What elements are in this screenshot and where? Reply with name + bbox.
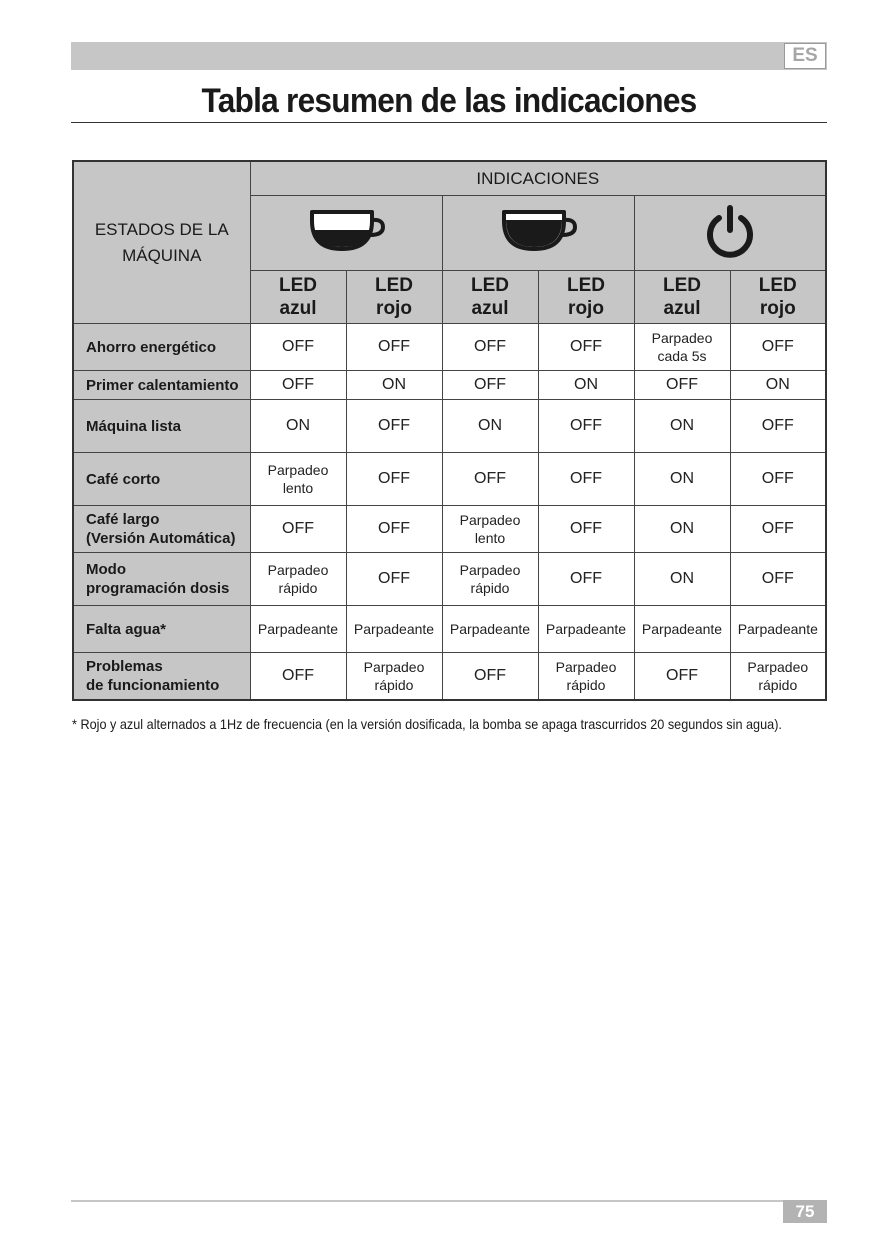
led-state-value: rápido [278,580,318,596]
led-state-value: Parpadeo [555,658,617,675]
led-state-cell [346,371,442,400]
led-state-cell [634,553,730,606]
led-state-value: OFF [474,666,506,684]
led-state-value: rápido [374,676,414,693]
led-header-label: LED [375,275,413,296]
led-state-value: OFF [570,470,602,487]
led-header-color: azul [279,298,317,319]
footnote: * Rojo y azul alternados a 1Hz de frecuencia (en la versión dosificada, la bomba se apaga trascurridos 20 segundos sin agua). [72,716,782,732]
led-state-cell [250,653,346,700]
led-state-value: Parpadeo [747,658,809,675]
led-state-value: Parpadeo [459,512,521,528]
led-state-value: Parpadeante [641,621,723,637]
machine-state-cell [73,653,250,700]
led-state-value: ON [765,376,790,393]
led-state-value: Parpadeante [545,621,627,637]
led-header-cell [250,271,346,324]
led-state-cell [538,606,634,653]
machine-state-label: Ahorro energético [86,338,217,356]
machine-state-cell [73,400,250,453]
led-state-value: OFF [282,520,314,537]
machine-state-label: (Versión Automática) [86,530,236,547]
table-row [73,553,826,606]
led-header-cell [442,271,538,324]
led-state-value: OFF [378,338,410,355]
page-number: 75 [783,1200,827,1223]
led-state-cell [250,453,346,506]
led-header-label: LED [279,275,317,296]
led-state-value: ON [286,417,310,434]
led-state-cell [634,453,730,506]
table-row [73,324,826,371]
table-row [73,400,826,453]
led-state-value: Parpadeo [267,562,329,578]
led-state-value: OFF [378,520,410,537]
led-state-value: OFF [666,376,698,393]
led-state-value: OFF [474,470,506,487]
led-header-label: LED [567,275,605,296]
table-row [73,606,826,653]
led-state-value: OFF [282,666,314,684]
machine-state-label: Modo [86,561,126,578]
led-state-value: Parpadeo [651,330,713,346]
led-state-value: OFF [761,338,794,355]
title-divider [71,122,827,123]
led-state-cell [442,506,538,553]
led-state-cell [250,553,346,606]
led-state-value: OFF [570,417,602,434]
led-state-cell [634,653,730,700]
led-state-cell [346,653,442,700]
power-icon [702,203,758,259]
machine-state-label: Café largo [86,511,160,528]
indications-summary-table [72,160,827,701]
led-state-value: Parpadeante [737,621,818,637]
led-state-value: OFF [474,338,506,355]
machine-states-label-line1: ESTADOS DE LA [94,219,229,239]
led-state-cell [442,606,538,653]
led-header-color: rojo [759,298,796,319]
indications-header: INDICACIONES [250,161,826,196]
led-header-label: LED [471,275,509,296]
led-state-value: rápido [566,676,606,693]
led-header-cell [730,271,826,324]
table-row [73,371,826,400]
table-row [73,506,826,553]
led-state-cell [250,324,346,371]
machine-state-cell [73,553,250,606]
led-header-color: azul [663,298,701,319]
table-row [73,653,826,700]
led-state-cell [634,506,730,553]
led-state-value: OFF [282,338,314,355]
machine-state-label: Máquina lista [86,417,182,435]
led-header-cell [346,271,442,324]
led-state-value: Parpadeante [353,621,435,637]
long-coffee-icon-cell [442,196,634,271]
led-state-value: OFF [474,376,506,393]
machine-state-label: de funcionamiento [86,676,220,694]
machine-state-label: Falta agua* [86,620,167,638]
machine-state-cell [73,606,250,653]
led-header-color: rojo [376,298,412,319]
led-header-cell [634,271,730,324]
machine-state-label: Problemas [86,657,163,675]
led-state-cell [250,400,346,453]
led-state-value: OFF [761,520,794,537]
led-state-cell [442,453,538,506]
machine-states-label-line2: MÁQUINA [122,245,202,265]
led-state-cell [730,553,826,606]
led-state-value: ON [382,376,406,393]
led-state-value: OFF [570,338,602,355]
header-band [71,42,827,70]
led-state-cell [442,324,538,371]
led-state-cell [634,400,730,453]
led-state-cell [634,606,730,653]
led-state-cell [538,653,634,700]
power-icon-cell [634,196,826,271]
led-header-color: rojo [568,298,604,319]
long-coffee-cup-icon [498,207,578,255]
machine-state-label: Primer calentamiento [86,376,239,394]
led-header-label: LED [663,275,701,296]
led-state-cell [538,324,634,371]
led-state-cell [442,553,538,606]
led-state-cell [346,400,442,453]
led-state-cell [442,371,538,400]
language-badge: ES [784,43,826,69]
led-state-value: ON [670,570,694,587]
machine-states-header [73,161,250,324]
led-header-color: azul [471,298,509,319]
led-state-cell [250,371,346,400]
led-state-cell [346,324,442,371]
led-state-value: ON [670,520,694,537]
led-state-cell [730,653,826,700]
led-state-value: rápido [470,580,510,596]
led-state-cell [442,653,538,700]
led-state-value: ON [574,376,598,393]
led-state-value: OFF [378,570,410,587]
led-header-label: LED [758,275,797,296]
led-state-cell [346,553,442,606]
led-state-cell [538,371,634,400]
led-state-cell [730,324,826,371]
led-state-value: OFF [666,666,698,684]
led-state-value: lento [282,480,314,496]
machine-state-label: programación dosis [86,580,230,597]
led-state-value: cada 5s [657,348,707,364]
led-state-cell [730,606,826,653]
led-state-value: OFF [761,470,794,487]
led-state-value: rápido [758,676,798,693]
led-state-value: OFF [378,417,410,434]
led-state-cell [538,506,634,553]
led-state-value: Parpadeo [267,462,329,478]
led-state-cell [346,606,442,653]
machine-state-cell [73,371,250,400]
led-state-value: lento [474,530,506,546]
led-state-cell [538,400,634,453]
led-state-value: Parpadeante [449,621,531,637]
led-state-cell [346,453,442,506]
led-state-cell [442,400,538,453]
machine-state-cell [73,324,250,371]
short-coffee-icon-cell [250,196,442,271]
led-state-cell [730,400,826,453]
footer-rule [71,1200,827,1202]
page-title: Tabla resumen de las indicaciones [201,82,697,120]
led-state-value: OFF [570,520,602,537]
led-state-cell [730,371,826,400]
led-state-cell [250,606,346,653]
led-state-cell [634,371,730,400]
led-state-value: ON [478,417,502,434]
led-state-cell [730,506,826,553]
led-state-cell [250,506,346,553]
led-state-cell [538,553,634,606]
led-state-value: ON [670,417,694,434]
short-coffee-cup-icon [306,207,386,255]
led-state-cell [634,324,730,371]
led-state-value: OFF [378,470,410,487]
led-state-cell [346,506,442,553]
led-state-value: Parpadeante [257,621,339,637]
led-state-value: OFF [282,376,314,393]
table-body [73,324,826,700]
led-state-cell [538,453,634,506]
led-state-value: OFF [761,417,794,434]
led-state-value: ON [670,470,694,487]
led-state-value: Parpadeo [363,658,425,675]
table-row [73,453,826,506]
machine-state-label: Café corto [86,470,161,488]
led-header-cell [538,271,634,324]
led-state-value: OFF [570,570,602,587]
machine-state-cell [73,506,250,553]
led-state-value: Parpadeo [459,562,521,578]
led-state-value: OFF [761,570,794,587]
led-state-cell [730,453,826,506]
machine-state-cell [73,453,250,506]
